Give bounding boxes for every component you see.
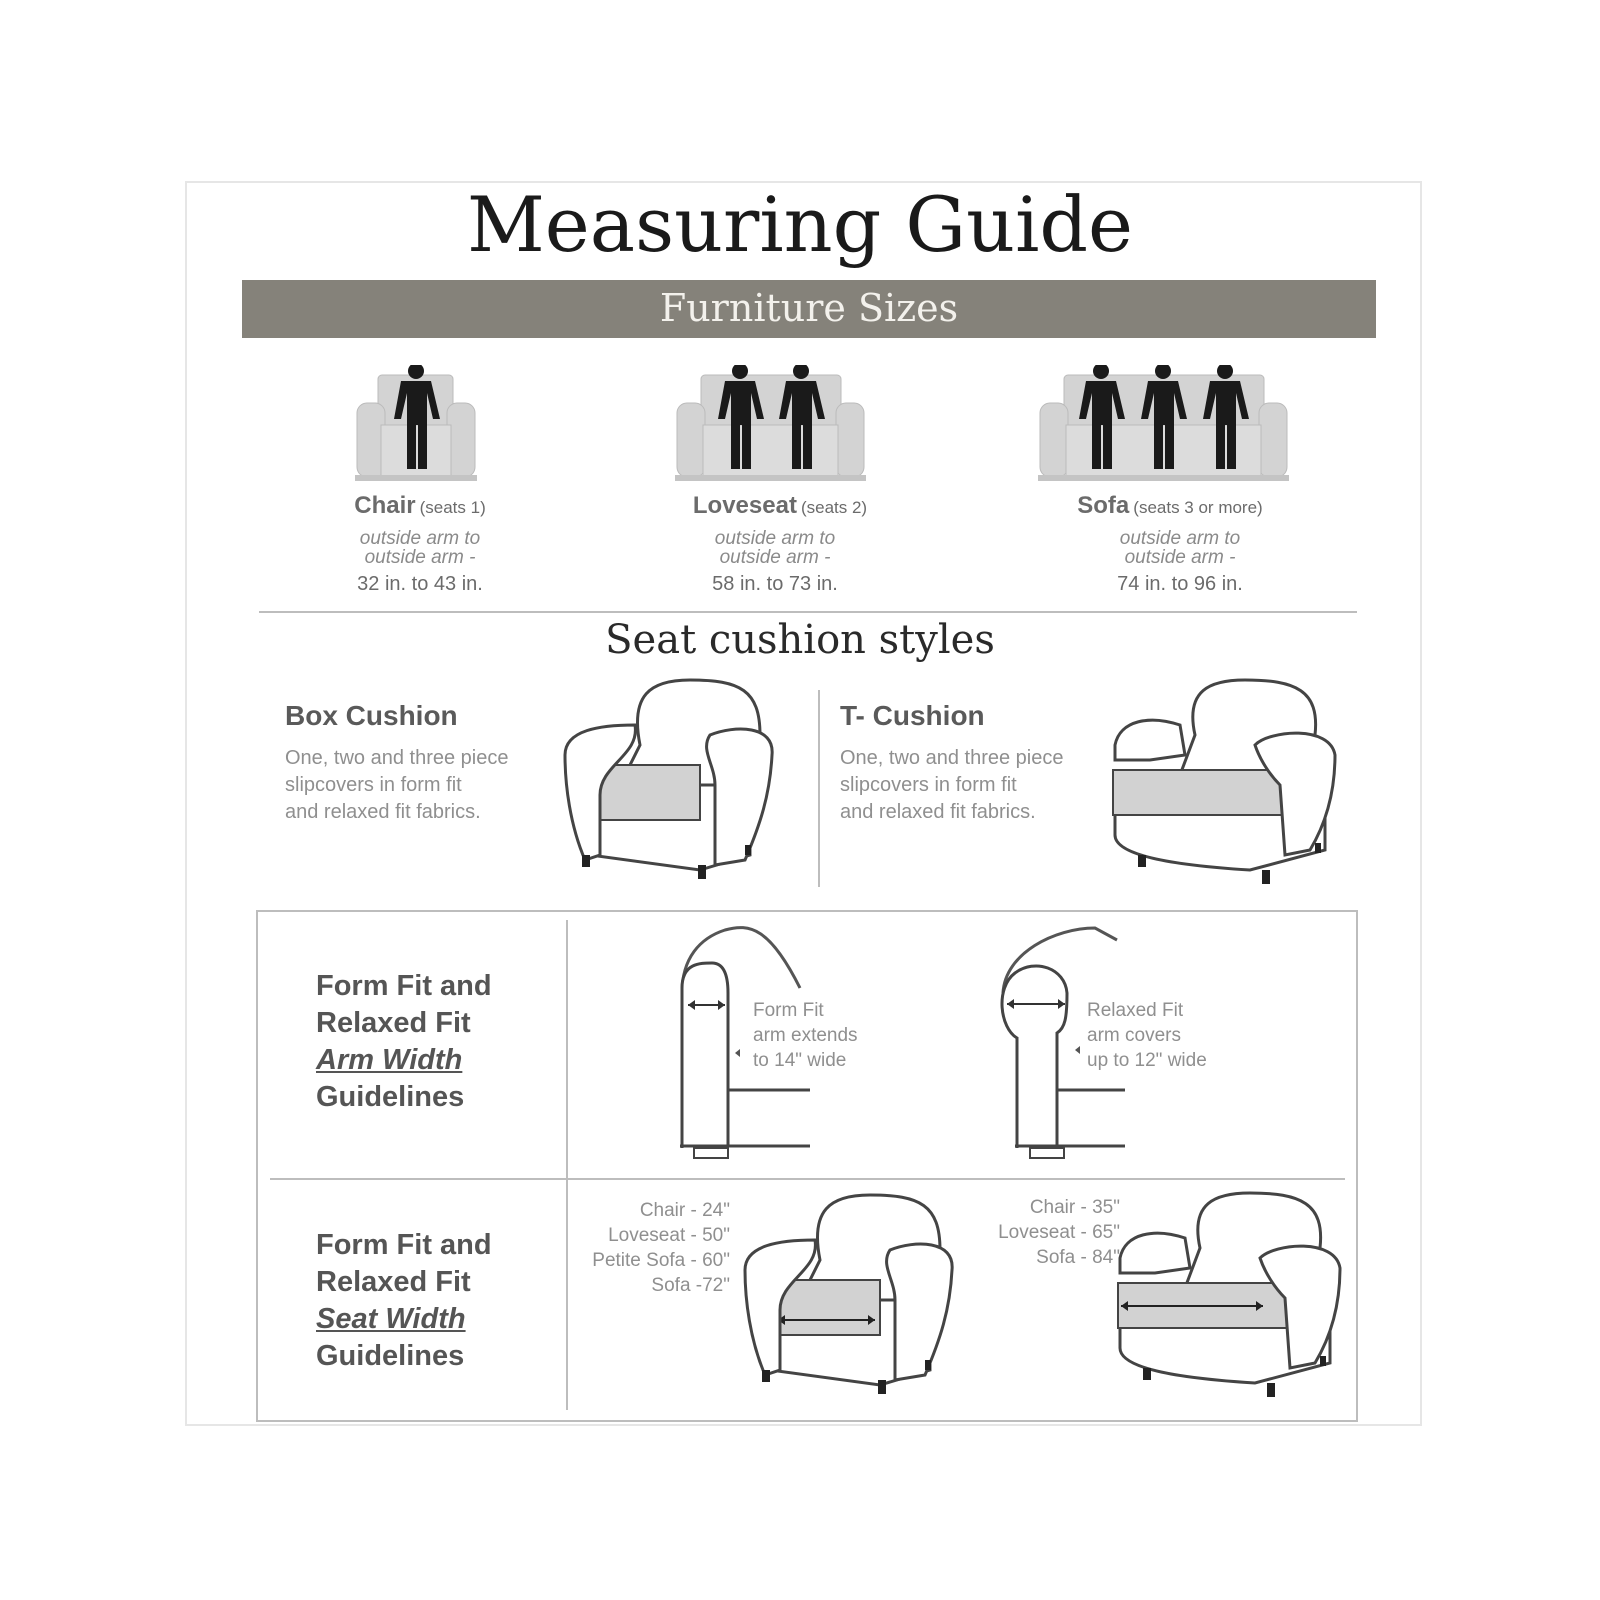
size-seats: (seats 2) (800, 498, 868, 517)
guide-line2: Relaxed Fit (316, 1266, 471, 1298)
cushion-desc-line1: One, two and three piece (285, 747, 509, 769)
seat-width-sofa: Sofa -72" (651, 1275, 730, 1296)
size-range-chair: 32 in. to 43 in. (357, 573, 483, 595)
size-range-loveseat: 58 in. to 73 in. (712, 573, 838, 595)
guide-emphasis: Arm Width (316, 1044, 463, 1076)
size-desc-line2: outside arm - (364, 547, 476, 568)
arm-width-guideline-label (316, 968, 492, 1116)
size-desc-line2: outside arm - (1124, 547, 1236, 568)
size-desc-loveseat (650, 529, 900, 567)
box-cushion-chair-illustration (560, 675, 780, 885)
table-row-divider (270, 1178, 1345, 1180)
banner-label: Furniture Sizes (659, 286, 959, 330)
seat-width-loveseat: Loveseat - 65" (998, 1222, 1120, 1243)
page-title: Measuring Guide (466, 180, 1134, 269)
cushion-desc-line1: One, two and three piece (840, 747, 1064, 769)
size-desc-line1: outside arm to (714, 528, 836, 549)
size-label-loveseat (630, 492, 930, 520)
size-name: Sofa (1077, 492, 1130, 519)
guide-line4: Guidelines (316, 1340, 465, 1372)
size-desc-sofa (1055, 529, 1305, 567)
cushion-divider (818, 690, 820, 887)
cushion-desc-line2: slipcovers in form fit (840, 774, 1017, 796)
size-desc-chair (300, 529, 540, 567)
seat-width-sofa: Sofa - 84" (1036, 1247, 1120, 1268)
box-cushion-description (285, 745, 560, 826)
table-column-divider (566, 920, 568, 1410)
guide-line2: Relaxed Fit (316, 1007, 471, 1039)
note-line1: Relaxed Fit (1087, 1000, 1184, 1021)
size-desc-line2: outside arm - (719, 547, 831, 568)
seat-width-guideline-label (316, 1227, 492, 1375)
size-desc-line1: outside arm to (1119, 528, 1241, 549)
cushion-desc-line2: slipcovers in form fit (285, 774, 462, 796)
cushion-desc-line3: and relaxed fit fabrics. (285, 801, 481, 823)
sofa-seats-3-illustration (1036, 365, 1291, 483)
t-cushion-description (840, 745, 1115, 826)
note-line3: to 14" wide (753, 1050, 847, 1071)
furniture-sizes-banner (242, 280, 1376, 338)
note-line1: Form Fit (753, 1000, 824, 1021)
section-divider (259, 611, 1357, 613)
note-line3: up to 12" wide (1087, 1050, 1207, 1071)
size-seats: (seats 1) (419, 498, 486, 517)
box-cushion-title: Box Cushion (285, 700, 458, 731)
seat-width-loveseat: Loveseat - 50" (608, 1225, 730, 1246)
loveseat-seats-2-illustration (673, 365, 868, 483)
size-seats: (seats 3 or more) (1133, 498, 1263, 517)
guide-line1: Form Fit and (316, 1229, 492, 1261)
note-line2: arm extends (753, 1025, 858, 1046)
seat-width-chair: Chair - 35" (1029, 1197, 1120, 1218)
note-line2: arm covers (1087, 1025, 1181, 1046)
relaxed-fit-seat-widths (960, 1195, 1120, 1270)
t-cushion-chair-illustration (1110, 675, 1340, 890)
t-cushion-title: T- Cushion (840, 700, 985, 731)
guide-line4: Guidelines (316, 1081, 465, 1113)
seat-width-petite-sofa: Petite Sofa - 60" (592, 1250, 730, 1271)
cushion-section-title: Seat cushion styles (605, 617, 995, 663)
guide-emphasis: Seat Width (316, 1303, 466, 1335)
form-fit-seat-illustration (740, 1190, 960, 1400)
cushion-desc-line3: and relaxed fit fabrics. (840, 801, 1036, 823)
size-name: Loveseat (692, 492, 797, 519)
size-desc-line1: outside arm to (359, 528, 481, 549)
size-label-sofa (1020, 492, 1320, 520)
size-label-chair (300, 492, 540, 520)
chair-seats-1-illustration (353, 365, 483, 483)
form-fit-arm-note (753, 998, 858, 1073)
relaxed-fit-seat-illustration (1115, 1188, 1345, 1403)
guide-line1: Form Fit and (316, 970, 492, 1002)
seat-width-chair: Chair - 24" (639, 1200, 730, 1221)
form-fit-seat-widths (560, 1198, 730, 1298)
relaxed-fit-arm-note (1087, 998, 1207, 1073)
size-range-sofa: 74 in. to 96 in. (1117, 573, 1243, 595)
size-name: Chair (354, 492, 416, 519)
